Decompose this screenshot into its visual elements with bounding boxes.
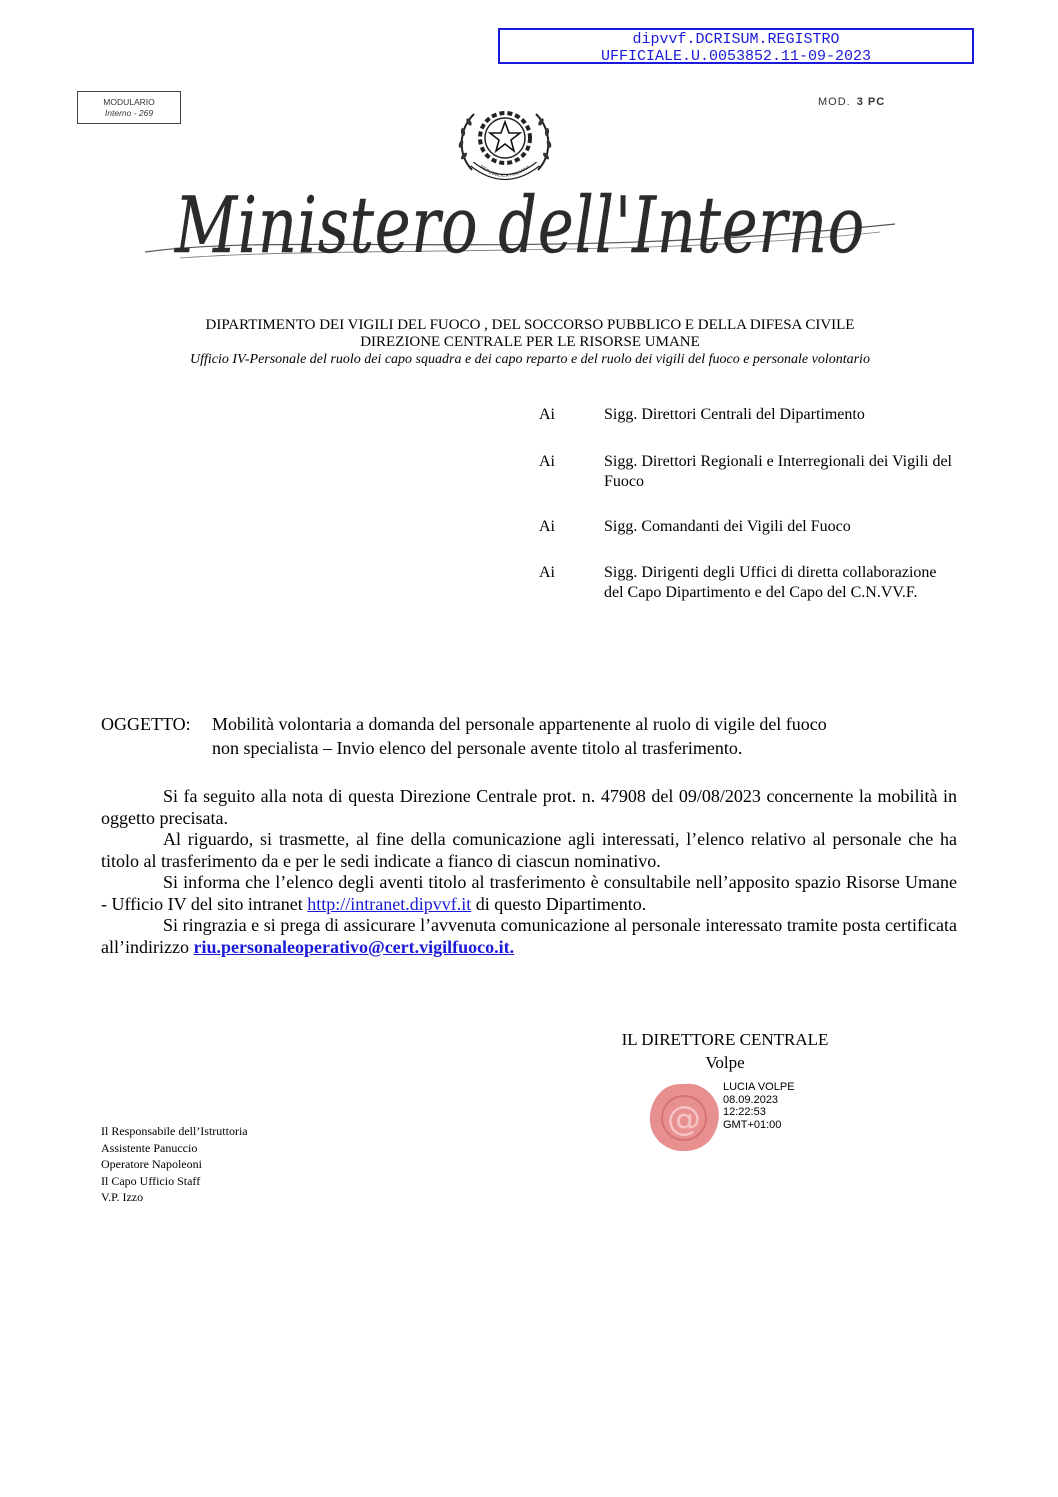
recipient-prefix: Ai bbox=[539, 453, 555, 470]
certified-email-link[interactable]: riu.personaleoperativo@cert.vigilfuoco.it bbox=[193, 936, 510, 957]
svg-text:@: @ bbox=[667, 1099, 701, 1139]
form-box-line-2: Interno - 269 bbox=[104, 108, 154, 118]
body-paragraph: Si ringrazia e si prega di assicurare l’avvenuta comunicazione al personale interessato tramite posta certificata all’indirizzo riu.personaleoperativo@cert.vigilfuoco.it. bbox=[101, 915, 957, 957]
form-code-label: MOD. bbox=[818, 96, 851, 108]
form-code bbox=[818, 96, 885, 108]
digital-signature-info bbox=[723, 1081, 795, 1131]
ministry-logotype bbox=[140, 172, 900, 272]
form-code-value: 3 PC bbox=[856, 96, 886, 108]
department-name: DIPARTIMENTO DEI VIGILI DEL FUOCO , DEL SOCCORSO PUBBLICO E DELLA DIFESA CIVILE bbox=[205, 317, 855, 333]
recipient-text: Sigg. Comandanti dei Vigili del Fuoco bbox=[604, 518, 851, 535]
signer-title: IL DIRETTORE CENTRALE bbox=[621, 1030, 829, 1049]
body-paragraph: Si fa seguito alla nota di questa Direzione Centrale prot. n. 47908 del 09/08/2023 concernente la mobilità in oggetto precisata. bbox=[101, 786, 957, 828]
digital-timezone: GMT+01:00 bbox=[723, 1118, 782, 1131]
letter-body bbox=[101, 786, 957, 958]
digital-date: 08.09.2023 bbox=[723, 1093, 779, 1106]
certified-email-link-period[interactable]: . bbox=[509, 936, 515, 957]
staff-line: Assistente Panuccio bbox=[101, 1140, 198, 1155]
recipient-text: Sigg. Direttori Centrali del Dipartimento bbox=[604, 406, 865, 423]
body-paragraph: Si informa che l’elenco degli aventi titolo al trasferimento è consultabile nell’apposito spazio Risorse Umane - Ufficio IV del sito intranet http://intranet.dipvvf.it di questo Dipartimento. bbox=[101, 872, 957, 914]
recipient-text: Sigg. Direttori Regionali e Interregionali dei Vigili del Fuoco bbox=[604, 453, 952, 490]
protocol-line-2: UFFICIALE.U.0053852.11-09-2023 bbox=[600, 48, 872, 65]
office-name: Ufficio IV-Personale del ruolo dei capo squadra e dei capo reparto e del ruolo dei vigili del fuoco e personale volontario bbox=[190, 352, 870, 367]
recipient-prefix: Ai bbox=[539, 564, 555, 581]
subject-label: OGGETTO: bbox=[101, 714, 191, 734]
signature-block bbox=[590, 1028, 860, 1074]
recipient-prefix: Ai bbox=[539, 518, 555, 535]
form-box bbox=[77, 91, 181, 124]
digital-signer: LUCIA VOLPE bbox=[723, 1081, 795, 1093]
staff-list bbox=[101, 1123, 248, 1206]
subject-line-2: non specialista – Invio elenco del personale avente titolo al trasferimento. bbox=[212, 738, 743, 758]
staff-line: Il Responsabile dell’Istruttoria bbox=[101, 1124, 248, 1138]
recipient-text: Sigg. Dirigenti degli Uffici di diretta collaborazione del Capo Dipartimento e del Capo del C.N.VV.F. bbox=[604, 564, 937, 601]
digital-time: 12:22:53 bbox=[723, 1106, 766, 1118]
body-paragraph: Al riguardo, si trasmette, al fine della comunicazione agli interessati, l’elenco relativo al personale che ha titolo al trasferimento da e per le sedi indicate a fianco di ciascun nominativo. bbox=[101, 829, 957, 871]
svg-text:REPUBBLICA ITALIANA: REPUBBLICA ITALIANA bbox=[479, 163, 531, 179]
intranet-link[interactable]: http://intranet.dipvvf.it bbox=[307, 893, 472, 914]
recipient-prefix: Ai bbox=[539, 406, 555, 423]
staff-line: Operatore Napoleoni bbox=[101, 1157, 202, 1171]
staff-line: Il Capo Ufficio Staff bbox=[101, 1173, 201, 1188]
protocol-stamp bbox=[498, 28, 974, 64]
subject-line-1: Mobilità volontaria a domanda del personale appartenente al ruolo di vigile del fuoco bbox=[212, 714, 827, 734]
protocol-line-1: dipvvf.DCRISUM.REGISTRO bbox=[632, 31, 840, 48]
form-box-line-1: MODULARIO bbox=[103, 97, 155, 107]
ministry-name: Ministero dell'Interno bbox=[173, 181, 865, 271]
digital-seal-icon bbox=[646, 1080, 722, 1154]
staff-line: V.P. Izzo bbox=[101, 1190, 144, 1204]
direction-name: DIREZIONE CENTRALE PER LE RISORSE UMANE bbox=[360, 334, 700, 350]
letter-header bbox=[100, 317, 960, 369]
signer-name: Volpe bbox=[705, 1053, 745, 1072]
